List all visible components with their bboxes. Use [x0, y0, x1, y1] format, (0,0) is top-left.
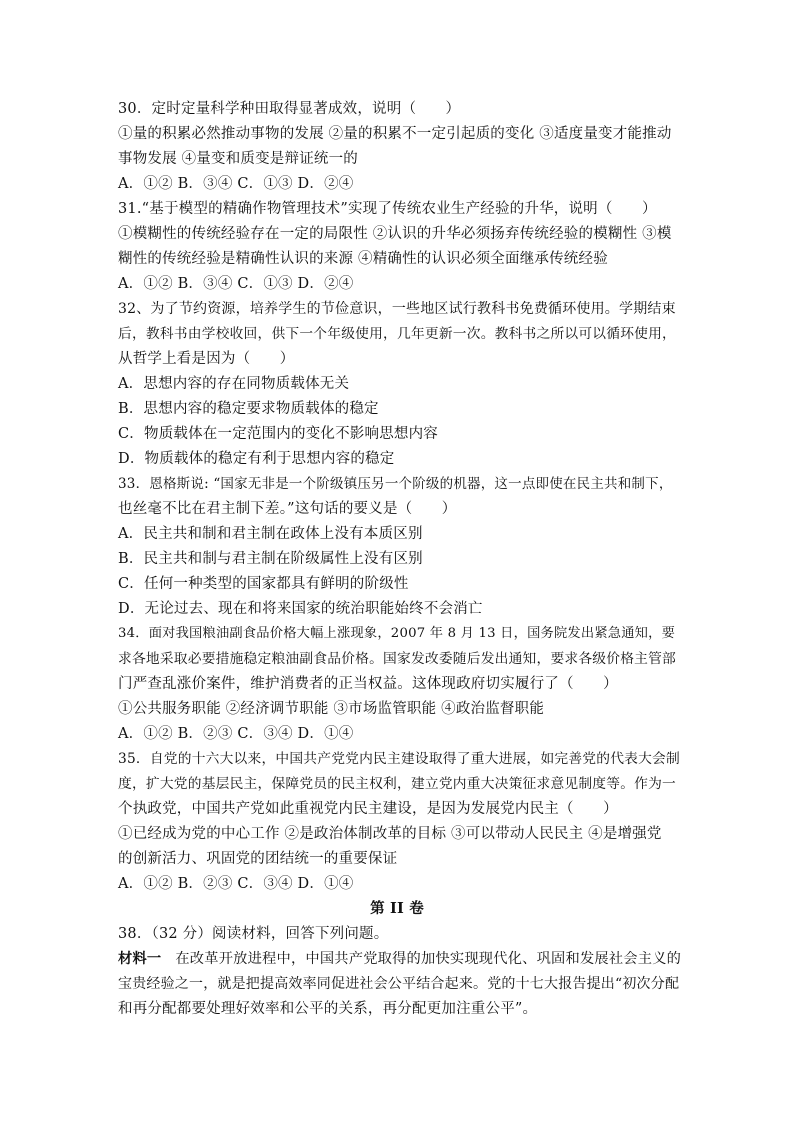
q31-statements-line1: ①模糊性的传统经验存在一定的局限性 ②认识的升华必须扬弃传统经验的模糊性 ③模 — [118, 226, 672, 242]
q34-stem-line3: 门严查乱涨价案件，维护消费者的正当权益。这体现政府切实履行了（ ） — [118, 676, 618, 692]
q34-stem-line2: 求各地采取必要措施稳定粮油副食品价格。国家发改委随后发出通知，要求各级价格主管部 — [118, 651, 677, 667]
q38-stem: 38．（32 分）阅读材料，回答下列问题。 — [118, 926, 389, 942]
q32-stem-line2: 后，教科书由学校收回，供下一个年级使用，几年更新一次。教科书之所以可以循环使用， — [118, 326, 677, 342]
q35-stem-line1: 35．自党的十六大以来，中国共产党党内民主建设取得了重大进展，如完善党的代表大会制 — [118, 751, 680, 767]
q32-choice-b: B．思想内容的稳定要求物质载体的稳定 — [118, 401, 379, 417]
q33-choice-c: C．任何一种类型的国家都具有鲜明的阶级性 — [118, 576, 409, 592]
q33-choice-d: D．无论过去、现在和将来国家的统治职能始终不会消亡 — [118, 601, 483, 617]
q35-options: A．①② B．②③ C．③④ D．①④ — [118, 876, 354, 892]
q34-statements: ①公共服务职能 ②经济调节职能 ③市场监管职能 ④政治监督职能 — [118, 701, 545, 717]
q30-statements-line1: ①量的积累必然推动事物的发展 ②量的积累不一定引起质的变化 ③适度量变才能推动 — [118, 126, 672, 142]
q32-choice-d: D．物质载体的稳定有利于思想内容的稳定 — [118, 451, 395, 467]
q30-stem: 30．定时定量科学种田取得显著成效，说明（ ） — [118, 101, 461, 117]
q33-stem-line2: 也丝毫不比在君主制下差。”这句话的要义是（ ） — [118, 501, 457, 517]
q35-statements-line2: 的创新活力、巩固党的团结统一的重要保证 — [118, 851, 398, 867]
q34-stem-line1: 34．面对我国粮油副食品价格大幅上涨现象，2007 年 8 月 13 日，国务院发出紧急通知，要 — [118, 626, 676, 641]
q38-material-line2: 宝贵经验之一，就是把提高效率同促进社会公平结合起来。党的十七大报告提出“初次分配 — [118, 976, 680, 992]
q35-statements-line1: ①已经成为党的中心工作 ②是政治体制改革的目标 ③可以带动人民民主 ④是增强党 — [118, 826, 662, 842]
q35-stem-line2: 度，扩大党的基层民主，保障党员的民主权利，建立党内重大决策征求意见制度等。作为一 — [118, 776, 677, 792]
q30-options: A．①② B．③④ C．①③ D．②④ — [118, 176, 354, 192]
q31-stem: 31.“基于模型的精确作物管理技术”实现了传统农业生产经验的升华，说明（ ） — [118, 201, 657, 217]
q33-stem-line1: 33．恩格斯说: “国家无非是一个阶级镇压另一个阶级的机器，这一点即使在民主共和制下， — [118, 476, 673, 492]
q31-options: A．①② B．③④ C．①③ D．②④ — [118, 276, 354, 292]
q30-statements-line2: 事物发展 ④量变和质变是辩证统一的 — [118, 151, 359, 167]
q33-choice-a: A．民主共和制和君主制在政体上没有本质区别 — [118, 526, 423, 542]
q31-statements-line2: 糊性的传统经验是精确性认识的来源 ④精确性的认识必须全面继承传统经验 — [118, 251, 608, 267]
q32-stem-line1: 32、为了节约资源，培养学生的节俭意识，一些地区试行教科书免费循环使用。学期结束 — [118, 301, 676, 317]
q35-stem-line3: 个执政党，中国共产党如此重视党内民主建设，是因为发展党内民主（ ） — [118, 801, 618, 817]
q32-choice-c: C．物质载体在一定范围内的变化不影响思想内容 — [118, 426, 438, 442]
section-title: 第 II 卷 — [370, 900, 424, 917]
q32-stem-line3: 从哲学上看是因为（ ） — [118, 351, 295, 367]
q34-options: A．①② B．②③ C．③④ D．①④ — [118, 726, 354, 742]
q38-material-line3: 和再分配都要处理好效率和公平的关系，再分配更加注重公平”。 — [118, 1001, 538, 1017]
q32-choice-a: A．思想内容的存在同物质载体无关 — [118, 376, 350, 392]
material-label: 材料一 — [118, 951, 162, 967]
q38-material-text1: 在改革开放进程中，中国共产党取得的加快实现现代化、巩固和发展社会主义的 — [175, 951, 682, 967]
q38-material-line1 — [118, 949, 680, 969]
q33-choice-b: B．民主共和制与君主制在阶级属性上没有区别 — [118, 551, 423, 567]
